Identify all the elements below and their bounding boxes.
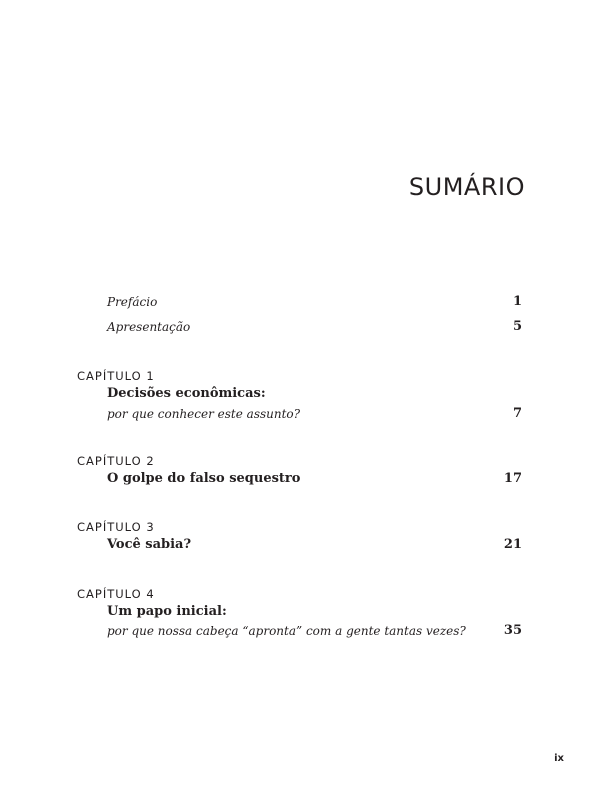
toc-page-number: 7 <box>512 406 522 421</box>
chapter-title: Você sabia? <box>107 537 192 552</box>
toc-page-number: 5 <box>512 319 522 334</box>
toc-entry-title: Apresentação <box>107 320 191 334</box>
folio-page-number: ix <box>554 753 564 764</box>
chapter-title: Decisões econômicas: <box>107 386 266 401</box>
chapter-label: CAPÍTULO 4 <box>77 587 155 601</box>
chapter-label: CAPÍTULO 3 <box>77 520 155 534</box>
toc-page-number: 17 <box>503 471 522 486</box>
toc-entry-title: Prefácio <box>107 295 158 309</box>
toc-page-number: 21 <box>503 537 522 552</box>
page-title: SUMÁRIO <box>408 173 525 201</box>
toc-page-number: 35 <box>503 623 522 638</box>
chapter-title: O golpe do falso sequestro <box>107 471 301 486</box>
chapter-subtitle: por que nossa cabeça “apronta” com a gente tantas vezes? <box>107 624 466 638</box>
chapter-title: Um papo inicial: <box>107 604 227 619</box>
chapter-subtitle: por que conhecer este assunto? <box>107 407 301 421</box>
toc-page-number: 1 <box>512 294 522 309</box>
chapter-label: CAPÍTULO 2 <box>77 454 155 468</box>
chapter-label: CAPÍTULO 1 <box>77 369 155 383</box>
